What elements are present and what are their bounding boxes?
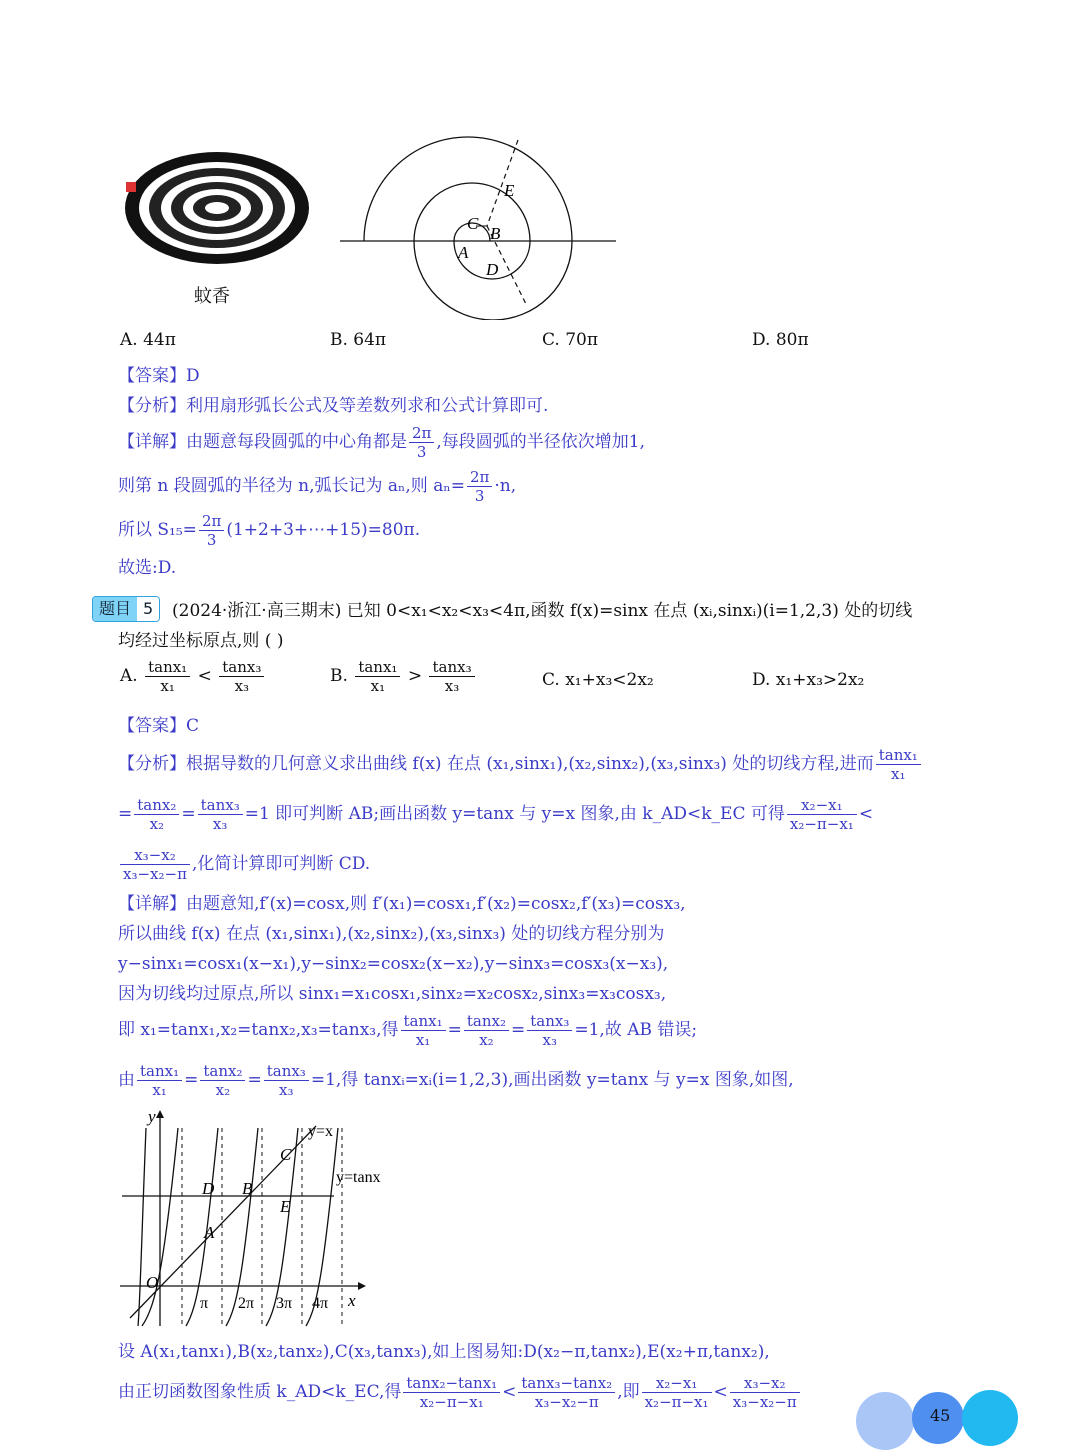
q5-answer: 【答案】C xyxy=(118,716,200,736)
q5-option-c: C. x₁+x₃<2x₂ xyxy=(542,670,654,690)
spiral-diagram xyxy=(336,130,626,320)
q5-stem-line2: 均经过坐标原点,则 ( ) xyxy=(118,631,284,651)
q5-analysis-line1: 【分析】根据导数的几何意义求出曲线 f(x) 在点 (x₁,sinx₁),(x₂,sinx₂),(x₃,sinx₃) 处的切线方程,进而 $\frac{\text{tanx₁}}{\text{x₁}}$ xyxy=(118,746,923,783)
q5-detail-line5: 即 x₁=tanx₁,x₂=tanx₂,x₃=tanx₃,得 $\frac{\text{tanx₁}}{\text{x₁}}$ = $\frac{\text{tanx₂}}{\text{x₂}}$ = $\frac{\text{tanx₃}}{\text{x₃}}$ =1,故 AB 错误; xyxy=(118,1012,698,1049)
q5-option-a: A. $\frac{\text{tanx₁}}{\text{x₁}}$ < $\frac{\text{tanx₃}}{\text{x₃}}$ xyxy=(120,658,266,695)
graph-x-axis-label: x xyxy=(348,1291,356,1310)
q4-conclusion: 故选:D. xyxy=(118,558,177,578)
q5-detail-line2: 所以曲线 f(x) 在点 (x₁,sinx₁),(x₂,sinx₂),(x₃,sinx₃) 处的切线方程分别为 xyxy=(118,924,665,944)
q5-option-d: D. x₁+x₃>2x₂ xyxy=(752,670,865,690)
q4-answer: 【答案】D xyxy=(118,366,200,386)
graph-tick-4pi: 4π xyxy=(312,1295,329,1312)
page-decor-circle-left xyxy=(856,1392,914,1450)
q5-detail-line1: 【详解】由题意知,f′(x)=cosx,则 f′(x₁)=cosx₁,f′(x₂)=cosx₂,f′(x₃)=cosx₃, xyxy=(118,894,686,914)
point-label-a: A xyxy=(458,243,469,262)
q4-analysis: 【分析】利用扇形弧长公式及等差数列求和公式计算即可. xyxy=(118,396,549,416)
graph-origin-label: O xyxy=(146,1273,159,1292)
q5-stem-line1: (2024·浙江·高三期末) 已知 0<x₁<x₂<x₃<4π,函数 f(x)=sinx 在点 (xᵢ,sinxᵢ)(i=1,2,3) 处的切线 xyxy=(172,601,913,621)
graph-point-a: A xyxy=(204,1223,215,1242)
q4-detail-line2: 则第 n 段圆弧的半径为 n,弧长记为 aₙ,则 aₙ= $\frac{2\pi}{3}$ ·n, xyxy=(118,468,517,505)
point-label-c: C xyxy=(467,214,479,233)
point-label-b: B xyxy=(490,224,501,243)
q5-detail-line7: 设 A(x₁,tanx₁),B(x₂,tanx₂),C(x₃,tanx₃),如上图易知:D(x₂−π,tanx₂),E(x₂+π,tanx₂), xyxy=(118,1342,770,1362)
q5-detail-line6: 由 $\frac{\text{tanx₁}}{\text{x₁}}$ = $\frac{\text{tanx₂}}{\text{x₂}}$ = $\frac{\text{tanx₃}}{\text{x₃}}$ =1,得 tanxᵢ=xᵢ(i=1,2,3),画出函数 y=tanx 与 y=x 图象,如图, xyxy=(118,1062,794,1099)
q4-option-a: A. 44π xyxy=(120,330,176,350)
q4-option-c: C. 70π xyxy=(542,330,599,350)
page-number: 45 xyxy=(930,1406,951,1425)
q5-option-b: B. $\frac{\text{tanx₁}}{\text{x₁}}$ > $\frac{\text{tanx₃}}{\text{x₃}}$ xyxy=(330,658,477,695)
point-label-d: D xyxy=(486,260,499,279)
graph-point-d: D xyxy=(202,1179,215,1198)
graph-line-label: y=x xyxy=(308,1123,334,1140)
q5-detail-line4: 因为切线均过原点,所以 sinx₁=x₁cosx₁,sinx₂=x₂cosx₂,sinx₃=x₃cosx₃, xyxy=(118,984,667,1004)
q5-detail-line8: 由正切函数图象性质 k_AD<k_EC,得 $\frac{\text{tanx₂−tanx₁}}{\text{x₂−π−x₁}}$ < $\frac{\text{tanx₃−tanx₂}}{\text{x₃−x₂−π}}$ ,即 $\frac{\text{x₂−x₁}}{\text{x₂−π−x₁}}$ < $\frac{\text{x₃−x₂}}{\text{x₃−x₂−π}}$ xyxy=(118,1374,802,1411)
question-tag-number: 5 xyxy=(137,597,159,621)
point-label-e: E xyxy=(504,181,515,200)
q4-detail-line3: 所以 S₁₅= $\frac{2\pi}{3}$ (1+2+3+⋯+15)=80π. xyxy=(118,512,421,549)
mosquito-coil-image xyxy=(122,148,312,268)
graph-tick-pi: π xyxy=(200,1295,209,1312)
graph-point-b: B xyxy=(242,1179,253,1198)
graph-tick-2pi: 2π xyxy=(238,1295,255,1312)
graph-y-axis-label: y xyxy=(148,1107,156,1126)
graph-tick-3pi: 3π xyxy=(276,1295,293,1312)
graph-point-c: C xyxy=(280,1145,292,1164)
q5-analysis-line2: = $\frac{\text{tanx₂}}{\text{x₂}}$ = $\frac{\text{tanx₃}}{\text{x₃}}$ =1 即可判断 AB;画出函数 y=tanx 与 y=x 图象,由 k_AD<k_EC 可得 $\frac{\text{x₂−x₁}}{\text{x₂−π−x₁}}$ < xyxy=(118,796,874,833)
page-decor-circle-right xyxy=(962,1390,1018,1446)
tan-graph xyxy=(112,1106,402,1332)
q4-option-b: B. 64π xyxy=(330,330,387,350)
q4-detail-line1: 【详解】由题意每段圆弧的中心角都是 $\frac{2\pi}{3}$ ,每段圆弧的半径依次增加1, xyxy=(118,424,646,461)
question-tag-label: 题目 xyxy=(93,597,137,621)
question-tag xyxy=(92,596,160,622)
q5-analysis-line3: $\frac{\text{x₃−x₂}}{\text{x₃−x₂−π}}$ ,化简计算即可判断 CD. xyxy=(118,846,370,883)
mosquito-coil-caption: 蚊香 xyxy=(194,286,230,307)
q5-detail-line3: y−sinx₁=cosx₁(x−x₁),y−sinx₂=cosx₂(x−x₂),y−sinx₃=cosx₃(x−x₃), xyxy=(118,954,669,974)
graph-point-e: E xyxy=(280,1197,291,1216)
q4-option-d: D. 80π xyxy=(752,330,809,350)
graph-tan-label: y=tanx xyxy=(336,1169,381,1186)
